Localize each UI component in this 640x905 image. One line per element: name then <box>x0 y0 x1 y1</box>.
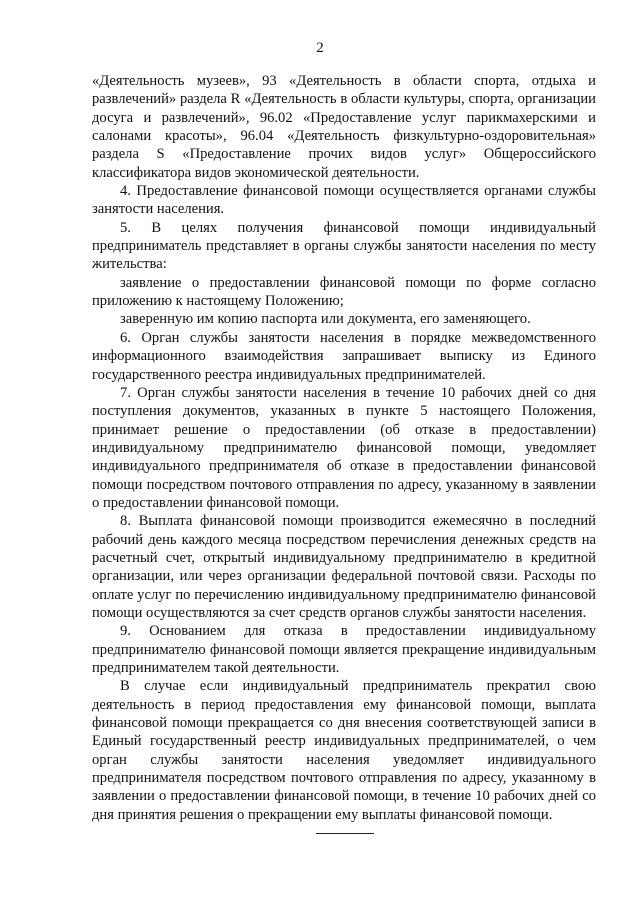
paragraph-item-8: 8. Выплата финансовой помощи производится ежемесячно в последний рабочий день каждого месяца посредством перечисления денежных средств на расчетный счет, открытый индивидуальному предпринимателю в кредитной организации, или через организации федеральной почтовой связи. Расходы по оплате услуг по перечислению индивидуальному предпринимателю финансовой помощи осуществляются за счет средств органов службы занятости населения. <box>92 513 596 621</box>
paragraph-item-7: 7. Орган службы занятости населения в течение 10 рабочих дней со дня поступления документов, указанных в пункте 5 настоящего Положения, принимает решение о предоставлении (об отказе в предоставлении) индивидуальному предпринимателю финансовой помощи, уведомляет индивидуального предпринимателя об отказе в предоставлении финансовой помощи посредством почтового отправления по адресу, указанному в заявлении о предоставлении финансовой помощи. <box>92 384 596 511</box>
paragraph-termination: В случае если индивидуальный предприниматель прекратил свою деятельность в период предоставления ему финансовой помощи, выплата финансовой помощи прекращается со дня внесения соответствующей записи в Единый государственный реестр индивидуальных предпринимателей, о чем орган службы занятости населения уведомляет индивидуального предпринимателя посредством почтового отправления по адресу, указанному в заявлении о предоставлении финансовой помощи, в течение 10 рабочих дней со дня принятия решения о прекращении ему выплаты финансовой помощи. <box>92 678 596 823</box>
page-number: 2 <box>316 40 324 56</box>
paragraph-item-5: 5. В целях получения финансовой помощи индивидуальный предприниматель представляет в органы службы занятости населения по месту жительства: <box>92 219 596 273</box>
document-body <box>92 72 596 824</box>
paragraph-item-6: 6. Орган службы занятости населения в порядке межведомственного информационного взаимодействия запрашивает выписку из Единого государственного реестра индивидуальных предпринимателей. <box>92 329 596 383</box>
end-separator-line <box>316 833 374 834</box>
paragraph-item-5-application: заявление о предоставлении финансовой помощи по форме согласно приложению к настоящему Положению; <box>92 274 596 310</box>
paragraph-item-9: 9. Основанием для отказа в предоставлении индивидуальному предпринимателю финансовой помощи является прекращение индивидуальным предпринимателем такой деятельности. <box>92 623 596 676</box>
paragraph-item-4: 4. Предоставление финансовой помощи осуществляется органами службы занятости населения. <box>92 183 596 218</box>
paragraph-activity-codes: «Деятельность музеев», 93 «Деятельность в области спорта, отдыха и развлечений» раздела R «Деятельность в области культуры, спорта, организации досуга и развлечений», 96.02 «Предоставление услуг парикмахерскими и салонами красоты», 96.04 «Деятельность физкультурно-оздоровительная» раздела S «Предоставление прочих видов услуг» Общероссийского классификатора видов экономической деятельности. <box>92 73 596 181</box>
paragraph-item-5-passport: заверенную им копию паспорта или документа, его заменяющего. <box>120 311 531 328</box>
